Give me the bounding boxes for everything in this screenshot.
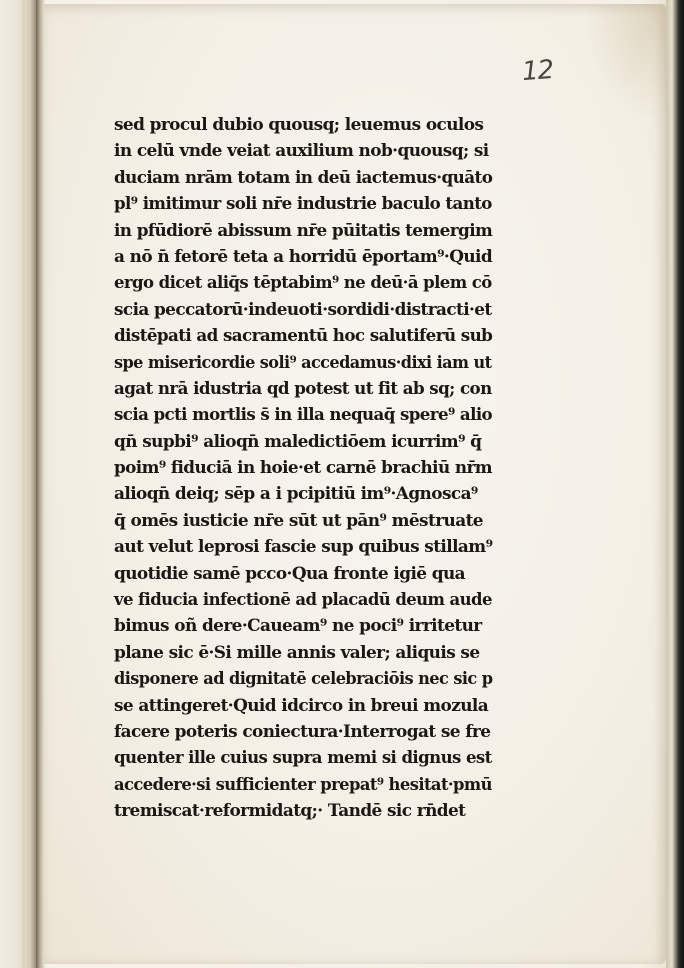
facing-page-fold [22,0,25,968]
text-line: tremiscat·reformidatq;· Tandē sic rn̄det [114,801,466,822]
text-line: ergo dicet aliq̄s tēptabim⁹ ne deū·ā plem cō [114,273,492,294]
folio-number: 12 [520,54,555,88]
text-line: quotidie samē pcco·Qua fronte igiē qua [114,563,466,584]
text-line: scia pcti mortlis s̄ in illa nequaq̄ spere⁹ alio [114,405,493,426]
text-line: duciam nrām totam in deū iactemus·quāto [114,167,493,188]
page-right-edge [666,0,684,968]
text-line: a nō n̄ fetorē teta a horridū ēportam⁹·Quid [114,246,493,267]
text-line: in pfūdiorē abissum nr̄e pūitatis temergim [114,220,493,241]
text-line: se attingeret·Quid idcirco in breui mozula [114,695,489,716]
text-line: alioqn̄ deiq; sēp a i pcipitiū im⁹·Agnosca⁹ [114,484,478,505]
text-line: spe misericordie soli⁹ accedamus·dixi iam ut [114,352,492,373]
text-line: q̄ omēs iusticie nr̄e sūt ut pān⁹ mēstruate [114,510,483,531]
text-line: disponere ad dignitatē celebraciōis nec sic p [114,669,493,690]
text-line: ve fiducia infectionē ad placadū deum aude [114,590,492,611]
book-gutter [36,0,44,968]
text-block [114,112,494,825]
text-line: bimus oñ dere·Caueam⁹ ne poci⁹ irritetur [114,616,482,637]
age-stain [584,4,674,124]
text-line: in celū vnde veiat auxilium nob·quousq; si [114,141,489,162]
text-line: pl⁹ imitimur soli nr̄e industrie baculo tanto [114,194,492,215]
text-line: facere poteris coniectura·Interrogat se fre [114,721,491,742]
text-line: aut velut leprosi fascie sup quibus stillam⁹ [114,537,493,558]
text-line: quenter ille cuius supra memi si dignus est [114,748,492,769]
text-line: poim⁹ fiduciā in hoie·et carnē brachiū nr̄m [114,458,493,479]
text-line: agat nrā idustria qd potest ut fit ab sq; con [114,378,492,399]
text-line: accedere·si sufficienter prepat⁹ hesitat·pmū [114,774,492,795]
text-line: distēpati ad sacramentū hoc salutiferū sub [114,326,493,347]
text-line: plane sic ē·Si mille annis valer; aliquis se [114,642,480,663]
text-line: qn̄ supbi⁹ alioqn̄ maledictiōem icurrim⁹ q̄ [114,431,482,452]
text-line: sed procul dubio quousq; leuemus oculos [114,115,484,135]
facing-page-edge [0,0,36,968]
text-line: scia peccatorū·indeuoti·sordidi·distracti·et [114,299,492,320]
